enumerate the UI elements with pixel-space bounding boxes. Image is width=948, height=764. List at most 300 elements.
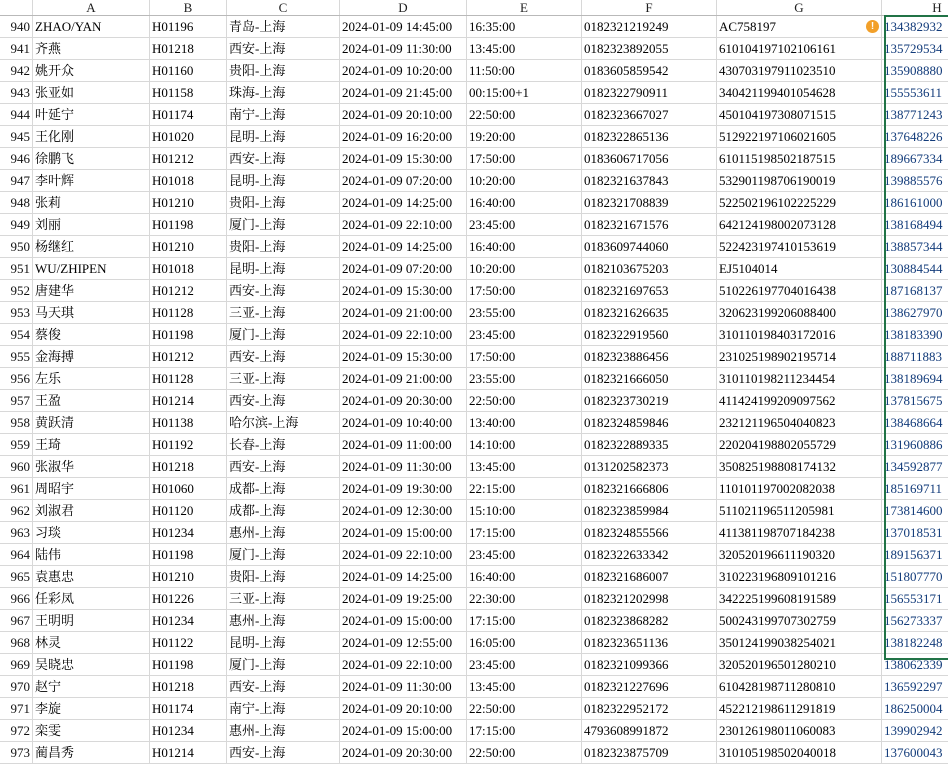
cell-departure[interactable]: 2024-01-09 21:45:00 (340, 82, 467, 104)
cell-id[interactable]: 310110198211234454 (717, 368, 882, 390)
cell-departure[interactable]: 2024-01-09 22:10:00 (340, 654, 467, 676)
column-header-f[interactable]: F (582, 0, 717, 16)
cell-id[interactable]: 411381198707184238 (717, 522, 882, 544)
table-row[interactable] (0, 742, 948, 764)
table-row[interactable] (0, 698, 948, 720)
table-row[interactable] (0, 38, 948, 60)
cell-arrival[interactable]: 13:45:00 (467, 676, 582, 698)
row-header[interactable]: 973 (0, 742, 33, 764)
cell-code[interactable]: H01122 (150, 632, 227, 654)
cell-name[interactable]: 黄跃清 (33, 412, 150, 434)
cell-departure[interactable]: 2024-01-09 11:30:00 (340, 676, 467, 698)
cell-code[interactable]: H01226 (150, 588, 227, 610)
cell-route[interactable]: 西安-上海 (227, 38, 340, 60)
row-header[interactable]: 944 (0, 104, 33, 126)
cell-name[interactable]: 齐燕 (33, 38, 150, 60)
cell-route[interactable]: 贵阳-上海 (227, 60, 340, 82)
cell-route[interactable]: 西安-上海 (227, 456, 340, 478)
cell-departure[interactable]: 2024-01-09 19:25:00 (340, 588, 467, 610)
cell-ticket[interactable]: 0182323886456 (582, 346, 717, 368)
row-header[interactable]: 972 (0, 720, 33, 742)
cell-code[interactable]: H01234 (150, 720, 227, 742)
cell-code[interactable]: H01174 (150, 698, 227, 720)
cell-id[interactable]: 342225199608191589 (717, 588, 882, 610)
cell-arrival[interactable]: 17:15:00 (467, 720, 582, 742)
cell-arrival[interactable]: 13:45:00 (467, 456, 582, 478)
cell-name[interactable]: 唐建华 (33, 280, 150, 302)
cell-ticket[interactable]: 0182322633342 (582, 544, 717, 566)
row-header[interactable]: 962 (0, 500, 33, 522)
table-row[interactable] (0, 610, 948, 632)
cell-ticket[interactable]: 4793608991872 (582, 720, 717, 742)
cell-name[interactable]: 习琰 (33, 522, 150, 544)
table-row[interactable] (0, 302, 948, 324)
cell-id[interactable]: 340421199401054628 (717, 82, 882, 104)
cell-ticket[interactable]: 0182321202998 (582, 588, 717, 610)
cell-ticket[interactable]: 0182321099366 (582, 654, 717, 676)
cell-departure[interactable]: 2024-01-09 19:30:00 (340, 478, 467, 500)
table-row[interactable] (0, 126, 948, 148)
cell-code[interactable]: H01210 (150, 192, 227, 214)
cell-code[interactable]: H01138 (150, 412, 227, 434)
cell-phone[interactable]: 137600043 (882, 742, 948, 764)
cell-code[interactable]: H01218 (150, 676, 227, 698)
row-header[interactable]: 961 (0, 478, 33, 500)
cell-route[interactable]: 厦门-上海 (227, 324, 340, 346)
cell-id[interactable]: 532901198706190019 (717, 170, 882, 192)
cell-departure[interactable]: 2024-01-09 11:30:00 (340, 456, 467, 478)
cell-ticket[interactable]: 0182322790911 (582, 82, 717, 104)
cell-departure[interactable]: 2024-01-09 07:20:00 (340, 258, 467, 280)
cell-id[interactable]: 310223196809101216 (717, 566, 882, 588)
cell-phone[interactable]: 189667334 (882, 148, 948, 170)
cell-arrival[interactable]: 17:15:00 (467, 522, 582, 544)
cell-route[interactable]: 惠州-上海 (227, 720, 340, 742)
cell-id[interactable]: 510226197704016438 (717, 280, 882, 302)
cell-departure[interactable]: 2024-01-09 15:30:00 (340, 346, 467, 368)
cell-phone[interactable]: 138189694 (882, 368, 948, 390)
cell-arrival[interactable]: 22:50:00 (467, 742, 582, 764)
row-header[interactable]: 954 (0, 324, 33, 346)
cell-route[interactable]: 昆明-上海 (227, 258, 340, 280)
cell-route[interactable]: 三亚-上海 (227, 368, 340, 390)
row-header[interactable]: 948 (0, 192, 33, 214)
cell-name[interactable]: 徐鹏飞 (33, 148, 150, 170)
cell-ticket[interactable]: 0182322952172 (582, 698, 717, 720)
cell-ticket[interactable]: 0182324855566 (582, 522, 717, 544)
cell-name[interactable]: 林灵 (33, 632, 150, 654)
cell-route[interactable]: 珠海-上海 (227, 82, 340, 104)
cell-id[interactable]: 310110198403172016 (717, 324, 882, 346)
cell-phone[interactable]: 137018531 (882, 522, 948, 544)
cell-name[interactable]: 王盈 (33, 390, 150, 412)
cell-arrival[interactable]: 17:50:00 (467, 346, 582, 368)
select-all-corner[interactable] (0, 0, 33, 16)
cell-route[interactable]: 西安-上海 (227, 346, 340, 368)
cell-ticket[interactable]: 0182322919560 (582, 324, 717, 346)
cell-ticket[interactable]: 0182321671576 (582, 214, 717, 236)
cell-phone[interactable]: 156553171 (882, 588, 948, 610)
cell-code[interactable]: H01196 (150, 16, 227, 38)
cell-phone[interactable]: 138183390 (882, 324, 948, 346)
row-header[interactable]: 956 (0, 368, 33, 390)
cell-code[interactable]: H01198 (150, 214, 227, 236)
cell-phone[interactable]: 130884544 (882, 258, 948, 280)
cell-departure[interactable]: 2024-01-09 21:00:00 (340, 368, 467, 390)
cell-code[interactable]: H01060 (150, 478, 227, 500)
cell-id[interactable]: 310105198502040018 (717, 742, 882, 764)
cell-name[interactable]: 陆伟 (33, 544, 150, 566)
cell-departure[interactable]: 2024-01-09 14:45:00 (340, 16, 467, 38)
table-row[interactable] (0, 368, 948, 390)
cell-name[interactable]: 任彩凤 (33, 588, 150, 610)
cell-id[interactable]: 522502196102225229 (717, 192, 882, 214)
table-row[interactable] (0, 588, 948, 610)
cell-phone[interactable]: 134382932 (882, 16, 948, 38)
table-row[interactable] (0, 522, 948, 544)
cell-code[interactable]: H01212 (150, 148, 227, 170)
cell-route[interactable]: 长春-上海 (227, 434, 340, 456)
cell-arrival[interactable]: 16:05:00 (467, 632, 582, 654)
cell-name[interactable]: 袁惠忠 (33, 566, 150, 588)
row-header[interactable]: 952 (0, 280, 33, 302)
table-row[interactable] (0, 280, 948, 302)
cell-arrival[interactable]: 10:20:00 (467, 170, 582, 192)
cell-code[interactable]: H01198 (150, 654, 227, 676)
cell-departure[interactable]: 2024-01-09 14:25:00 (340, 566, 467, 588)
cell-departure[interactable]: 2024-01-09 20:30:00 (340, 390, 467, 412)
cell-arrival[interactable]: 23:55:00 (467, 302, 582, 324)
table-row[interactable] (0, 654, 948, 676)
cell-arrival[interactable]: 23:45:00 (467, 544, 582, 566)
cell-name[interactable]: 蔺昌秀 (33, 742, 150, 764)
cell-id[interactable]: 512922197106021605 (717, 126, 882, 148)
cell-code[interactable]: H01128 (150, 302, 227, 324)
row-header[interactable]: 940 (0, 16, 33, 38)
cell-route[interactable]: 成都-上海 (227, 500, 340, 522)
cell-code[interactable]: H01158 (150, 82, 227, 104)
cell-phone[interactable]: 134592877 (882, 456, 948, 478)
cell-arrival[interactable]: 00:15:00+1 (467, 82, 582, 104)
cell-id[interactable]: 450104197308071515 (717, 104, 882, 126)
row-header[interactable]: 950 (0, 236, 33, 258)
cell-name[interactable]: 刘丽 (33, 214, 150, 236)
cell-phone[interactable]: 138182248 (882, 632, 948, 654)
cell-arrival[interactable]: 17:50:00 (467, 280, 582, 302)
cell-arrival[interactable]: 13:40:00 (467, 412, 582, 434)
cell-name[interactable]: 王化刚 (33, 126, 150, 148)
cell-ticket[interactable]: 0182321219249 (582, 16, 717, 38)
cell-code[interactable]: H01218 (150, 38, 227, 60)
cell-arrival[interactable]: 16:40:00 (467, 192, 582, 214)
cell-route[interactable]: 南宁-上海 (227, 698, 340, 720)
cell-phone[interactable]: 131960886 (882, 434, 948, 456)
cell-code[interactable]: H01210 (150, 566, 227, 588)
cell-ticket[interactable]: 0182322865136 (582, 126, 717, 148)
cell-code[interactable]: H01192 (150, 434, 227, 456)
cell-ticket[interactable]: 0182321637843 (582, 170, 717, 192)
column-header-d[interactable]: D (340, 0, 467, 16)
cell-arrival[interactable]: 22:50:00 (467, 698, 582, 720)
cell-id[interactable] (717, 16, 882, 38)
cell-id[interactable]: 642124198002073128 (717, 214, 882, 236)
cell-id[interactable]: 500243199707302759 (717, 610, 882, 632)
cell-code[interactable]: H01018 (150, 258, 227, 280)
cell-code[interactable]: H01212 (150, 346, 227, 368)
cell-phone[interactable]: 185169711 (882, 478, 948, 500)
cell-ticket[interactable]: 0182323667027 (582, 104, 717, 126)
cell-route[interactable]: 南宁-上海 (227, 104, 340, 126)
cell-code[interactable]: H01218 (150, 456, 227, 478)
cell-route[interactable]: 惠州-上海 (227, 522, 340, 544)
cell-departure[interactable]: 2024-01-09 11:00:00 (340, 434, 467, 456)
row-header[interactable]: 942 (0, 60, 33, 82)
cell-arrival[interactable]: 14:10:00 (467, 434, 582, 456)
cell-departure[interactable]: 2024-01-09 15:00:00 (340, 522, 467, 544)
cell-arrival[interactable]: 16:40:00 (467, 566, 582, 588)
cell-id[interactable]: 511021196511205981 (717, 500, 882, 522)
cell-departure[interactable]: 2024-01-09 22:10:00 (340, 324, 467, 346)
cell-id[interactable]: 411424199209097562 (717, 390, 882, 412)
table-row[interactable] (0, 720, 948, 742)
cell-id[interactable]: 522423197410153619 (717, 236, 882, 258)
cell-name[interactable]: 叶延宁 (33, 104, 150, 126)
cell-departure[interactable]: 2024-01-09 10:40:00 (340, 412, 467, 434)
row-header[interactable]: 947 (0, 170, 33, 192)
table-row[interactable] (0, 104, 948, 126)
row-header[interactable]: 951 (0, 258, 33, 280)
column-header-a[interactable]: A (33, 0, 150, 16)
cell-phone[interactable]: 138771243 (882, 104, 948, 126)
cell-route[interactable]: 哈尔滨-上海 (227, 412, 340, 434)
cell-id[interactable]: 320623199206088400 (717, 302, 882, 324)
cell-route[interactable]: 三亚-上海 (227, 302, 340, 324)
cell-id[interactable]: 430703197911023510 (717, 60, 882, 82)
cell-name[interactable]: 杨继红 (33, 236, 150, 258)
column-header-h[interactable]: H (882, 0, 948, 16)
cell-code[interactable]: H01128 (150, 368, 227, 390)
table-row[interactable] (0, 478, 948, 500)
cell-name[interactable]: 金海搏 (33, 346, 150, 368)
cell-departure[interactable]: 2024-01-09 15:30:00 (340, 280, 467, 302)
cell-phone[interactable]: 156273337 (882, 610, 948, 632)
cell-name[interactable]: 周昭宇 (33, 478, 150, 500)
cell-code[interactable]: H01198 (150, 324, 227, 346)
cell-ticket[interactable]: 0131202582373 (582, 456, 717, 478)
row-header[interactable]: 941 (0, 38, 33, 60)
column-header-c[interactable]: C (227, 0, 340, 16)
cell-phone[interactable]: 138062339 (882, 654, 948, 676)
cell-phone[interactable]: 186161000 (882, 192, 948, 214)
cell-id[interactable]: 610115198502187515 (717, 148, 882, 170)
cell-code[interactable]: H01018 (150, 170, 227, 192)
cell-phone[interactable]: 139902942 (882, 720, 948, 742)
row-header[interactable]: 970 (0, 676, 33, 698)
cell-phone[interactable]: 138468664 (882, 412, 948, 434)
cell-route[interactable]: 厦门-上海 (227, 544, 340, 566)
cell-code[interactable]: H01212 (150, 280, 227, 302)
cell-ticket[interactable]: 0182323868282 (582, 610, 717, 632)
cell-route[interactable]: 贵阳-上海 (227, 566, 340, 588)
cell-departure[interactable]: 2024-01-09 10:20:00 (340, 60, 467, 82)
cell-name[interactable]: WU/ZHIPEN (33, 258, 150, 280)
cell-arrival[interactable]: 23:45:00 (467, 214, 582, 236)
table-row[interactable] (0, 324, 948, 346)
table-row[interactable] (0, 82, 948, 104)
cell-code[interactable]: H01174 (150, 104, 227, 126)
cell-phone[interactable]: 135729534 (882, 38, 948, 60)
cell-route[interactable]: 西安-上海 (227, 742, 340, 764)
cell-code[interactable]: H01210 (150, 236, 227, 258)
cell-name[interactable]: 张莉 (33, 192, 150, 214)
table-row[interactable] (0, 434, 948, 456)
cell-name[interactable]: 左乐 (33, 368, 150, 390)
cell-name[interactable]: 吴晓忠 (33, 654, 150, 676)
cell-route[interactable]: 成都-上海 (227, 478, 340, 500)
cell-phone[interactable]: 151807770 (882, 566, 948, 588)
cell-code[interactable]: H01160 (150, 60, 227, 82)
cell-departure[interactable]: 2024-01-09 22:10:00 (340, 544, 467, 566)
cell-route[interactable]: 昆明-上海 (227, 170, 340, 192)
cell-departure[interactable]: 2024-01-09 07:20:00 (340, 170, 467, 192)
row-header[interactable]: 959 (0, 434, 33, 456)
cell-departure[interactable]: 2024-01-09 12:55:00 (340, 632, 467, 654)
row-header[interactable]: 971 (0, 698, 33, 720)
cell-name[interactable]: 张淑华 (33, 456, 150, 478)
cell-route[interactable]: 贵阳-上海 (227, 236, 340, 258)
cell-departure[interactable]: 2024-01-09 20:30:00 (340, 742, 467, 764)
cell-ticket[interactable]: 0183605859542 (582, 60, 717, 82)
cell-ticket[interactable]: 0182321666050 (582, 368, 717, 390)
warning-badge[interactable]: ! (866, 20, 879, 33)
cell-name[interactable]: 姚开众 (33, 60, 150, 82)
cell-name[interactable]: 王明明 (33, 610, 150, 632)
row-header[interactable]: 964 (0, 544, 33, 566)
cell-departure[interactable]: 2024-01-09 15:00:00 (340, 610, 467, 632)
column-header-g[interactable]: G (717, 0, 882, 16)
row-header[interactable]: 946 (0, 148, 33, 170)
cell-arrival[interactable]: 16:35:00 (467, 16, 582, 38)
cell-departure[interactable]: 2024-01-09 11:30:00 (340, 38, 467, 60)
cell-arrival[interactable]: 22:50:00 (467, 104, 582, 126)
cell-departure[interactable]: 2024-01-09 15:30:00 (340, 148, 467, 170)
cell-phone[interactable]: 135908880 (882, 60, 948, 82)
cell-departure[interactable]: 2024-01-09 21:00:00 (340, 302, 467, 324)
row-header[interactable]: 966 (0, 588, 33, 610)
row-header[interactable]: 943 (0, 82, 33, 104)
cell-ticket[interactable]: 0182103675203 (582, 258, 717, 280)
cell-name[interactable]: 蔡俊 (33, 324, 150, 346)
table-row[interactable] (0, 346, 948, 368)
cell-arrival[interactable]: 17:15:00 (467, 610, 582, 632)
cell-phone[interactable]: 139885576 (882, 170, 948, 192)
cell-ticket[interactable]: 0182323875709 (582, 742, 717, 764)
cell-id[interactable]: 320520196501280210 (717, 654, 882, 676)
row-header[interactable]: 967 (0, 610, 33, 632)
cell-arrival[interactable]: 23:55:00 (467, 368, 582, 390)
cell-departure[interactable]: 2024-01-09 14:25:00 (340, 236, 467, 258)
cell-ticket[interactable]: 0182321686007 (582, 566, 717, 588)
cell-name[interactable]: 王琦 (33, 434, 150, 456)
table-row[interactable] (0, 192, 948, 214)
cell-id[interactable]: 230126198011060083 (717, 720, 882, 742)
table-row[interactable] (0, 456, 948, 478)
cell-ticket[interactable]: 0182321697653 (582, 280, 717, 302)
cell-route[interactable]: 西安-上海 (227, 148, 340, 170)
table-row[interactable] (0, 566, 948, 588)
cell-name[interactable]: 李旋 (33, 698, 150, 720)
table-row[interactable] (0, 632, 948, 654)
cell-code[interactable]: H01198 (150, 544, 227, 566)
cell-departure[interactable]: 2024-01-09 15:00:00 (340, 720, 467, 742)
cell-route[interactable]: 西安-上海 (227, 676, 340, 698)
row-header[interactable]: 958 (0, 412, 33, 434)
cell-name[interactable]: 栾雯 (33, 720, 150, 742)
cell-name[interactable]: 李叶辉 (33, 170, 150, 192)
cell-phone[interactable]: 138168494 (882, 214, 948, 236)
cell-arrival[interactable]: 13:45:00 (467, 38, 582, 60)
cell-phone[interactable]: 173814600 (882, 500, 948, 522)
cell-ticket[interactable]: 0182322889335 (582, 434, 717, 456)
cell-arrival[interactable]: 23:45:00 (467, 324, 582, 346)
cell-arrival[interactable]: 22:15:00 (467, 478, 582, 500)
row-header[interactable]: 960 (0, 456, 33, 478)
row-header[interactable]: 957 (0, 390, 33, 412)
cell-ticket[interactable]: 0182321708839 (582, 192, 717, 214)
cell-departure[interactable]: 2024-01-09 14:25:00 (340, 192, 467, 214)
cell-ticket[interactable]: 0182323651136 (582, 632, 717, 654)
row-header[interactable]: 969 (0, 654, 33, 676)
cell-phone[interactable]: 137648226 (882, 126, 948, 148)
cell-arrival[interactable]: 22:50:00 (467, 390, 582, 412)
table-row[interactable] (0, 412, 948, 434)
cell-id[interactable]: 350825198808174132 (717, 456, 882, 478)
cell-route[interactable]: 西安-上海 (227, 280, 340, 302)
cell-name[interactable]: ZHAO/YAN (33, 16, 150, 38)
table-row[interactable] (0, 148, 948, 170)
cell-departure[interactable]: 2024-01-09 16:20:00 (340, 126, 467, 148)
cell-id[interactable]: 350124199038254021 (717, 632, 882, 654)
cell-route[interactable]: 三亚-上海 (227, 588, 340, 610)
cell-phone[interactable]: 137815675 (882, 390, 948, 412)
cell-ticket[interactable]: 0182323859984 (582, 500, 717, 522)
table-row[interactable] (0, 544, 948, 566)
cell-arrival[interactable]: 17:50:00 (467, 148, 582, 170)
cell-code[interactable]: H01214 (150, 742, 227, 764)
cell-arrival[interactable]: 11:50:00 (467, 60, 582, 82)
cell-code[interactable]: H01234 (150, 610, 227, 632)
column-header-e[interactable]: E (467, 0, 582, 16)
table-row[interactable] (0, 676, 948, 698)
cell-departure[interactable]: 2024-01-09 12:30:00 (340, 500, 467, 522)
cell-id[interactable]: 110101197002082038 (717, 478, 882, 500)
cell-id[interactable]: 232121196504040823 (717, 412, 882, 434)
cell-arrival[interactable]: 22:30:00 (467, 588, 582, 610)
cell-id[interactable]: 231025198902195714 (717, 346, 882, 368)
cell-name[interactable]: 刘淑君 (33, 500, 150, 522)
table-row[interactable] (0, 16, 948, 38)
cell-ticket[interactable]: 0182324859846 (582, 412, 717, 434)
cell-phone[interactable]: 188711883 (882, 346, 948, 368)
cell-departure[interactable]: 2024-01-09 22:10:00 (340, 214, 467, 236)
column-header-b[interactable]: B (150, 0, 227, 16)
row-header[interactable]: 953 (0, 302, 33, 324)
cell-phone[interactable]: 155553611 (882, 82, 948, 104)
cell-code[interactable]: H01214 (150, 390, 227, 412)
cell-name[interactable]: 张亚如 (33, 82, 150, 104)
cell-departure[interactable]: 2024-01-09 20:10:00 (340, 104, 467, 126)
row-header[interactable]: 945 (0, 126, 33, 148)
